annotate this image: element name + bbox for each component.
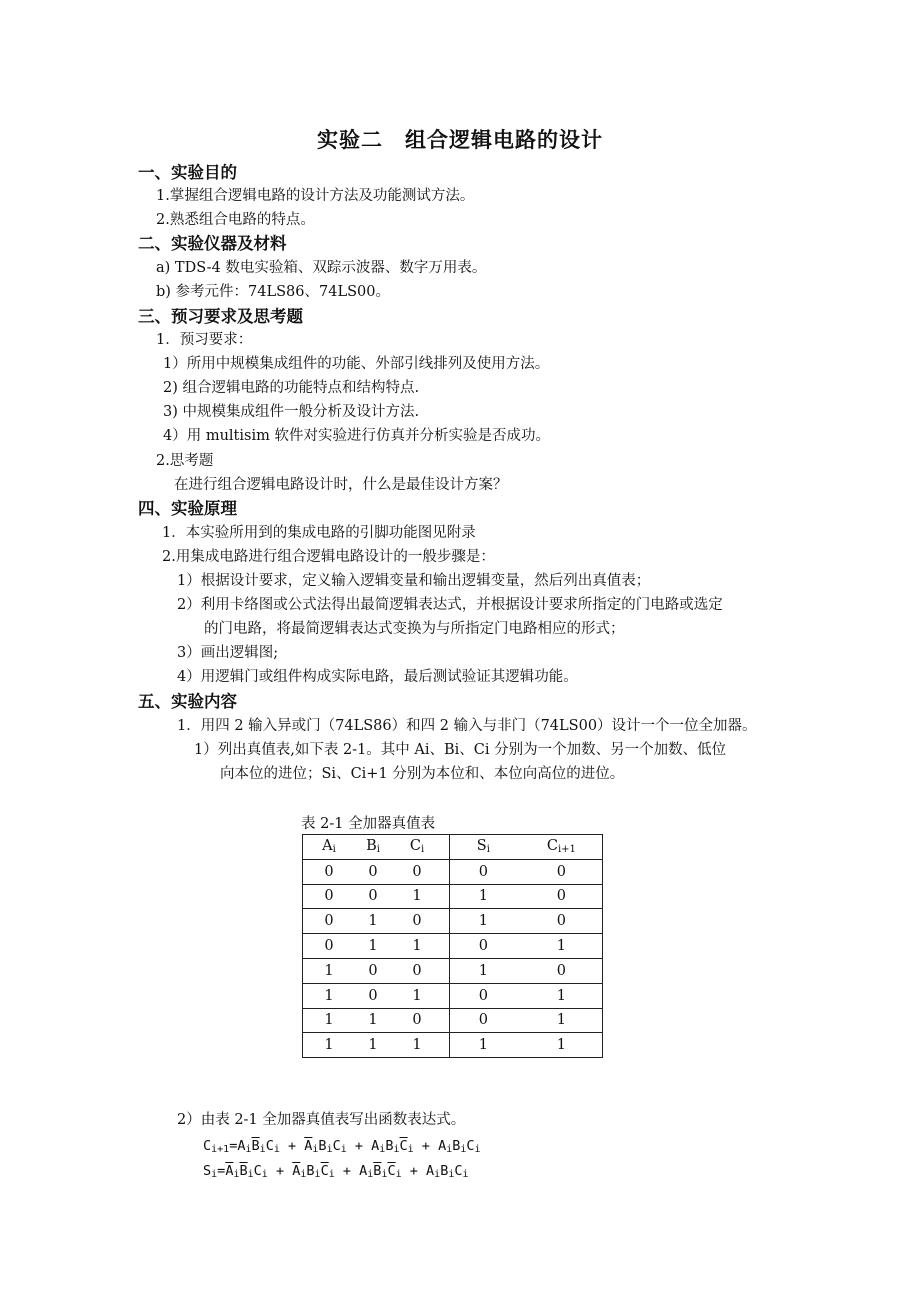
principle-step-continued: 的门电路，将最简逻辑表达式变换为与所指定门电路相应的形式； [204,621,625,637]
value-s: 0 [478,938,488,955]
value-a: 0 [324,863,334,880]
value-a: 0 [324,938,334,955]
value-a: 1 [324,1012,334,1029]
output-cell [450,934,603,959]
principle-step: 2）利用卡络图或公式法得出最简逻辑表达式，并根据设计要求所指定的门电路或选定 [177,597,723,613]
output-cell [450,859,603,884]
value-b: 0 [368,987,378,1004]
content-subitem-continued: 向本位的进位；Si、Ci+1 分别为本位和、本位向高位的进位。 [220,766,625,782]
value-b: 1 [368,913,378,930]
value-b: 1 [368,1037,378,1054]
value-b: 0 [368,962,378,979]
carry-formula: $C_{i+1}=A_i\overline{B}_iC_i + \overline{A}_iB_iC_i + A_iB_i\overline{C}_i + A_iB_iC_i$ [203,1138,481,1155]
input-cell [303,934,450,959]
think-label: 2.思考题 [156,453,214,469]
input-cell [303,958,450,983]
page-title: 实验二 组合逻辑电路的设计 [317,128,603,152]
table-caption: 表 2-1 全加器真值表 [301,816,436,832]
input-cell [303,884,450,909]
prep-item: 2) 组合逻辑电路的功能特点和结构特点. [163,380,420,396]
value-s: 0 [478,987,488,1004]
input-cell [303,909,450,934]
input-cell [303,1008,450,1033]
prep-item: 3) 中规模集成组件一般分析及设计方法. [163,404,420,420]
value-s: 0 [478,1012,488,1029]
value-c: 0 [412,1012,422,1029]
think-question: 在进行组合逻辑电路设计时，什么是最佳设计方案？ [174,477,508,493]
value-cout: 1 [556,1037,566,1054]
principle-item: 2.用集成电路进行组合逻辑电路设计的一般步骤是： [162,549,495,565]
value-cout: 1 [556,1012,566,1029]
truth-table [302,834,603,1058]
output-cell [450,983,603,1008]
table-row [303,909,603,934]
value-a: 1 [324,962,334,979]
value-cout: 0 [556,962,566,979]
value-c: 0 [412,913,422,930]
output-cell [450,1008,603,1033]
principle-step: 4）用逻辑门或组件构成实际电路，最后测试验证其逻辑功能。 [177,669,578,685]
section-heading-equipment: 二、实验仪器及材料 [138,234,287,253]
equipment-item: a) TDS-4 数电实验箱、双踪示波器、数字万用表。 [156,260,487,276]
table-row [303,859,603,884]
value-c: 1 [412,987,422,1004]
value-c: 1 [412,888,422,905]
table-row [303,884,603,909]
value-c: 1 [412,938,422,955]
value-cout: 1 [556,987,566,1004]
value-a: 1 [324,987,334,1004]
output-cell [450,1033,603,1058]
output-cell [450,909,603,934]
header-c: $C_i$ [409,838,425,856]
principle-item: 1．本实验所用到的集成电路的引脚功能图见附录 [162,525,476,541]
output-cell [450,884,603,909]
value-a: 0 [324,913,334,930]
table-row [303,1033,603,1058]
input-cell [303,983,450,1008]
value-s: 1 [478,962,488,979]
principle-step: 3）画出逻辑图; [177,645,279,661]
table-row [303,958,603,983]
header-a: $A_i$ [322,838,336,856]
formula-intro: 2）由表 2-1 全加器真值表写出函数表达式。 [177,1112,466,1128]
input-cell [303,859,450,884]
input-header-cell [303,835,450,860]
value-cout: 0 [556,863,566,880]
prep-label: 1．预习要求： [156,332,253,348]
section-heading-objectives: 一、实验目的 [138,163,237,182]
header-cout: $C_{i+1}$ [546,838,576,856]
table-row [303,983,603,1008]
content-subitem: 1）列出真值表,如下表 2-1。其中 Ai、Bi、Ci 分别为一个加数、另一个加数、低位 [194,742,727,758]
value-s: 0 [478,863,488,880]
value-cout: 1 [556,938,566,955]
objective-item: 1.掌握组合逻辑电路的设计方法及功能测试方法。 [156,188,475,204]
objective-item: 2.熟悉组合电路的特点。 [156,212,315,228]
value-b: 1 [368,1012,378,1029]
value-cout: 0 [556,913,566,930]
value-b: 1 [368,938,378,955]
section-heading-content: 五、实验内容 [138,692,237,711]
table-row [303,934,603,959]
value-s: 1 [478,888,488,905]
value-c: 0 [412,863,422,880]
input-cell [303,1033,450,1058]
value-a: 0 [324,888,334,905]
sum-formula: $S_i=\overline{A}_i\overline{B}_iC_i + \overline{A}_iB_i\overline{C}_i + A_i\overline{B}_i\overline{C}_i + A_iB_iC_i$ [203,1163,469,1180]
value-b: 0 [368,863,378,880]
content-item: 1．用四 2 输入异或门（74LS86）和四 2 输入与非门（74LS00）设计一个一位全加器。 [177,718,757,734]
value-s: 1 [478,913,488,930]
value-c: 0 [412,962,422,979]
equipment-item: b) 参考元件：74LS86、74LS00。 [156,284,390,300]
section-heading-principle: 四、实验原理 [138,499,237,518]
value-a: 1 [324,1037,334,1054]
output-cell [450,958,603,983]
table-row [303,1008,603,1033]
table-header-row [303,835,603,860]
output-header-cell [450,835,603,860]
value-c: 1 [412,1037,422,1054]
value-s: 1 [478,1037,488,1054]
prep-item: 1）所用中规模集成组件的功能、外部引线排列及使用方法。 [163,356,550,372]
header-b: $B_i$ [366,838,380,856]
value-b: 0 [368,888,378,905]
prep-item: 4）用 multisim 软件对实验进行仿真并分析实验是否成功。 [163,428,550,444]
header-s: $S_i$ [476,838,490,856]
principle-step: 1）根据设计要求，定义输入逻辑变量和输出逻辑变量，然后列出真值表； [177,573,651,589]
section-heading-preview: 三、预习要求及思考题 [138,307,303,326]
value-cout: 0 [556,888,566,905]
